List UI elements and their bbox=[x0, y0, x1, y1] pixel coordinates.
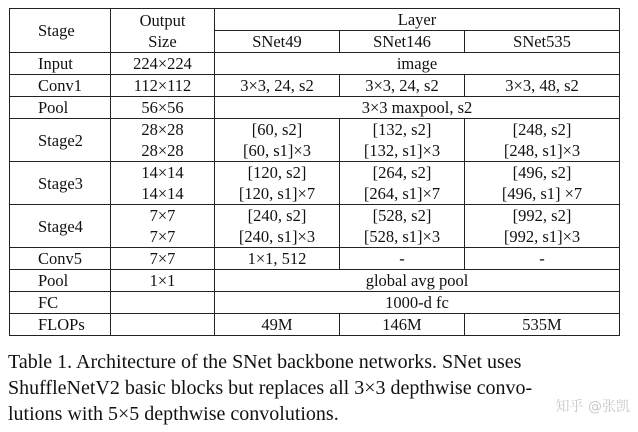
layer-line: [992, s2] bbox=[512, 206, 572, 225]
layer-line: [240, s1]×3 bbox=[238, 227, 316, 246]
header-model-snet49: SNet49 bbox=[215, 31, 340, 53]
layer-cell: 3×3, 48, s2 bbox=[465, 75, 620, 97]
table-caption bbox=[8, 349, 630, 427]
header-stage: Stage bbox=[10, 9, 111, 53]
layer-cell bbox=[465, 119, 620, 162]
stage-cell: Conv1 bbox=[10, 75, 111, 97]
layer-cell bbox=[340, 162, 465, 205]
layer-line: [60, s2] bbox=[251, 120, 303, 139]
stage-cell: Pool bbox=[10, 97, 111, 119]
layer-cell: 3×3, 24, s2 bbox=[340, 75, 465, 97]
layer-cell bbox=[215, 119, 340, 162]
layer-cell: 3×3, 24, s2 bbox=[215, 75, 340, 97]
layer-line: [264, s1]×7 bbox=[363, 184, 441, 203]
stage-cell: Stage4 bbox=[10, 205, 111, 248]
table-row bbox=[10, 314, 620, 336]
layer-line: [132, s2] bbox=[372, 120, 432, 139]
size-line: 14×14 bbox=[141, 184, 184, 203]
layer-cell bbox=[215, 162, 340, 205]
layer-cell: 146M bbox=[340, 314, 465, 336]
layer-line: [120, s1]×7 bbox=[238, 184, 316, 203]
size-line: 28×28 bbox=[141, 141, 184, 160]
header-output-size-line1: Output bbox=[139, 10, 186, 30]
stage-cell: Input bbox=[10, 53, 111, 75]
layer-cell: 49M bbox=[215, 314, 340, 336]
header-model-snet535: SNet535 bbox=[465, 31, 620, 53]
layer-line: [120, s2] bbox=[247, 163, 307, 182]
size-line: 28×28 bbox=[141, 120, 184, 139]
size-cell bbox=[111, 292, 215, 314]
header-layer: Layer bbox=[215, 9, 620, 31]
layer-line: [528, s1]×3 bbox=[363, 227, 441, 246]
stage-cell: Pool bbox=[10, 270, 111, 292]
size-cell: 1×1 bbox=[111, 270, 215, 292]
size-line: 7×7 bbox=[149, 206, 176, 225]
stage-cell: Conv5 bbox=[10, 248, 111, 270]
stage-cell: Stage2 bbox=[10, 119, 111, 162]
architecture-table bbox=[9, 8, 620, 336]
layer-line: [248, s1]×3 bbox=[503, 141, 581, 160]
size-cell: 7×7 bbox=[111, 248, 215, 270]
size-line: 14×14 bbox=[141, 163, 184, 182]
layer-cell: - bbox=[465, 248, 620, 270]
size-cell bbox=[111, 119, 215, 162]
caption-line: Table 1. Architecture of the SNet backbone networks. SNet uses bbox=[8, 351, 522, 373]
watermark: 知乎 @张凯 bbox=[555, 399, 630, 415]
layer-cell bbox=[215, 205, 340, 248]
size-line: 7×7 bbox=[149, 227, 176, 246]
layer-line: [496, s2] bbox=[512, 163, 572, 182]
table-row bbox=[10, 53, 620, 75]
table-row bbox=[10, 162, 620, 205]
layer-cell: 1000-d fc bbox=[215, 292, 620, 314]
stage-cell: Stage3 bbox=[10, 162, 111, 205]
size-cell bbox=[111, 314, 215, 336]
layer-cell: 1×1, 512 bbox=[215, 248, 340, 270]
table-row bbox=[10, 97, 620, 119]
layer-cell: image bbox=[215, 53, 620, 75]
layer-line: [60, s1]×3 bbox=[243, 141, 311, 160]
size-cell: 56×56 bbox=[111, 97, 215, 119]
layer-line: [132, s1]×3 bbox=[363, 141, 441, 160]
layer-line: [528, s2] bbox=[372, 206, 432, 225]
size-cell bbox=[111, 205, 215, 248]
layer-cell bbox=[465, 162, 620, 205]
table-row bbox=[10, 205, 620, 248]
layer-line: [992, s1]×3 bbox=[503, 227, 581, 246]
caption-line: ShuffleNetV2 basic blocks but replaces all 3×3 depthwise convo- bbox=[8, 377, 533, 399]
table-row bbox=[10, 292, 620, 314]
layer-line: [240, s2] bbox=[247, 206, 307, 225]
stage-cell: FLOPs bbox=[10, 314, 111, 336]
header-output-size-line2: Size bbox=[148, 31, 177, 51]
table-row bbox=[10, 75, 620, 97]
table-row bbox=[10, 119, 620, 162]
table-row bbox=[10, 248, 620, 270]
table-row bbox=[10, 270, 620, 292]
layer-cell bbox=[340, 205, 465, 248]
size-cell bbox=[111, 162, 215, 205]
layer-line: [496, s1] ×7 bbox=[501, 184, 583, 203]
layer-line: [248, s2] bbox=[512, 120, 572, 139]
layer-cell bbox=[340, 119, 465, 162]
layer-cell: 3×3 maxpool, s2 bbox=[215, 97, 620, 119]
layer-cell: 535M bbox=[465, 314, 620, 336]
header-model-snet146: SNet146 bbox=[340, 31, 465, 53]
header-output-size bbox=[111, 9, 215, 53]
layer-cell: - bbox=[340, 248, 465, 270]
size-cell: 224×224 bbox=[111, 53, 215, 75]
layer-cell bbox=[465, 205, 620, 248]
stage-cell: FC bbox=[10, 292, 111, 314]
caption-line: lutions with 5×5 depthwise convolutions. bbox=[8, 403, 339, 425]
layer-line: [264, s2] bbox=[372, 163, 432, 182]
size-cell: 112×112 bbox=[111, 75, 215, 97]
layer-cell: global avg pool bbox=[215, 270, 620, 292]
